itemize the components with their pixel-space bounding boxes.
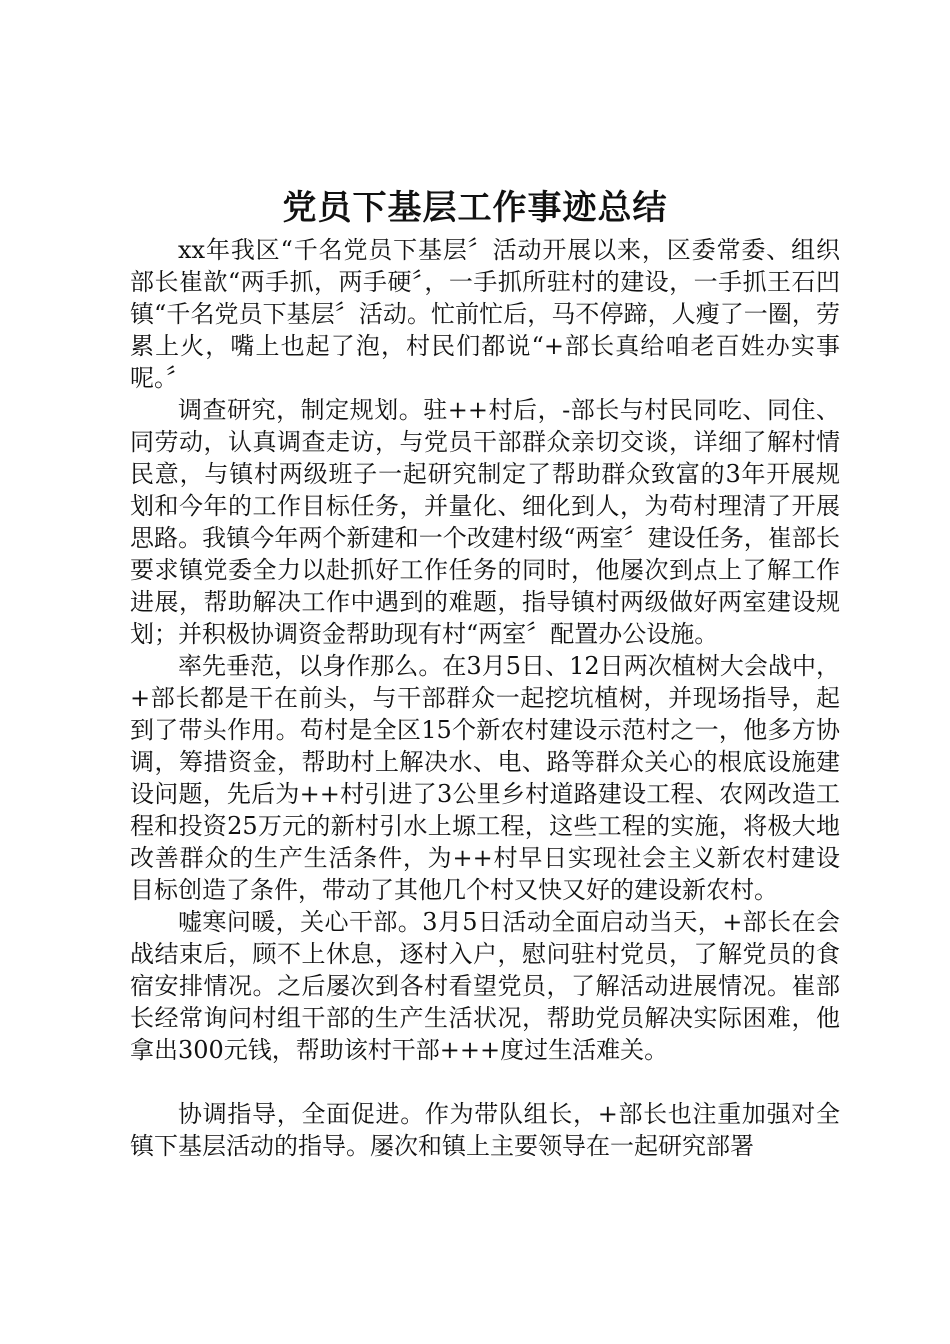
document-title: 党员下基层工作事迹总结	[282, 188, 668, 228]
paragraph-research-planning: 调查研究，制定规划。驻++村后，-部长与村民同吃、同住、同劳动，认真调查走访，与党员干部群众亲切交谈，详细了解村情民意，与镇村两级班子一起研究制定了帮助群众致富的3年开展规划和今年的工作目标任务，并量化、细化到人，为苟村理清了开展思路。我镇今年两个新建和一个改建村级“两室〞建设任务，崔部长要求镇党委全力以赴抓好工作任务的同时，他屡次到点上了解工作进展，帮助解决工作中遇到的难题，指导镇村两级做好两室建设规划；并积极协调资金帮助现有村“两室〞配置办公设施。	[130, 396, 840, 648]
paragraph-care-for-cadres: 嘘寒问暖，关心干部。3月5日活动全面启动当天，+部长在会战结束后，顾不上休息，逐村入户，慰问驻村党员，了解党员的食宿安排情况。之后屡次到各村看望党员，了解活动进展情况。崔部长经常询问村组干部的生产生活状况，帮助党员解决实际困难，他拿出300元钱，帮助该村干部+++度过生活难关。	[130, 908, 840, 1064]
paragraph-lead-by-example: 率先垂范，以身作那么。在3月5日、12日两次植树大会战中，+部长都是干在前头，与干部群众一起挖坑植树，并现场指导，起到了带头作用。苟村是全区15个新农村建设示范村之一，他多方协调，筹措资金，帮助村上解决水、电、路等群众关心的根底设施建设问题，先后为++村引进了3公里乡村道路建设工程、农网改造工程和投资25万元的新村引水上塬工程，这些工程的实施，将极大地改善群众的生产生活条件，为++村早日实现社会主义新农村建设目标创造了条件，带动了其他几个村又快又好的建设新农村。	[130, 652, 840, 904]
paragraph-coordination-guidance: 协调指导，全面促进。作为带队组长，+部长也注重加强对全镇下基层活动的指导。屡次和镇上主要领导在一起研究部署	[130, 1100, 840, 1160]
document-body	[130, 234, 840, 1162]
paragraph-intro: xx年我区“千名党员下基层〞活动开展以来，区委常委、组织部长崔歆“两手抓，两手硬〞，一手抓所驻村的建设，一手抓王石凹镇“千名党员下基层〞活动。忙前忙后，马不停蹄，人瘦了一圈，劳累上火，嘴上也起了泡，村民们都说“+部长真给咱老百姓办实事呢。〞	[130, 236, 840, 392]
